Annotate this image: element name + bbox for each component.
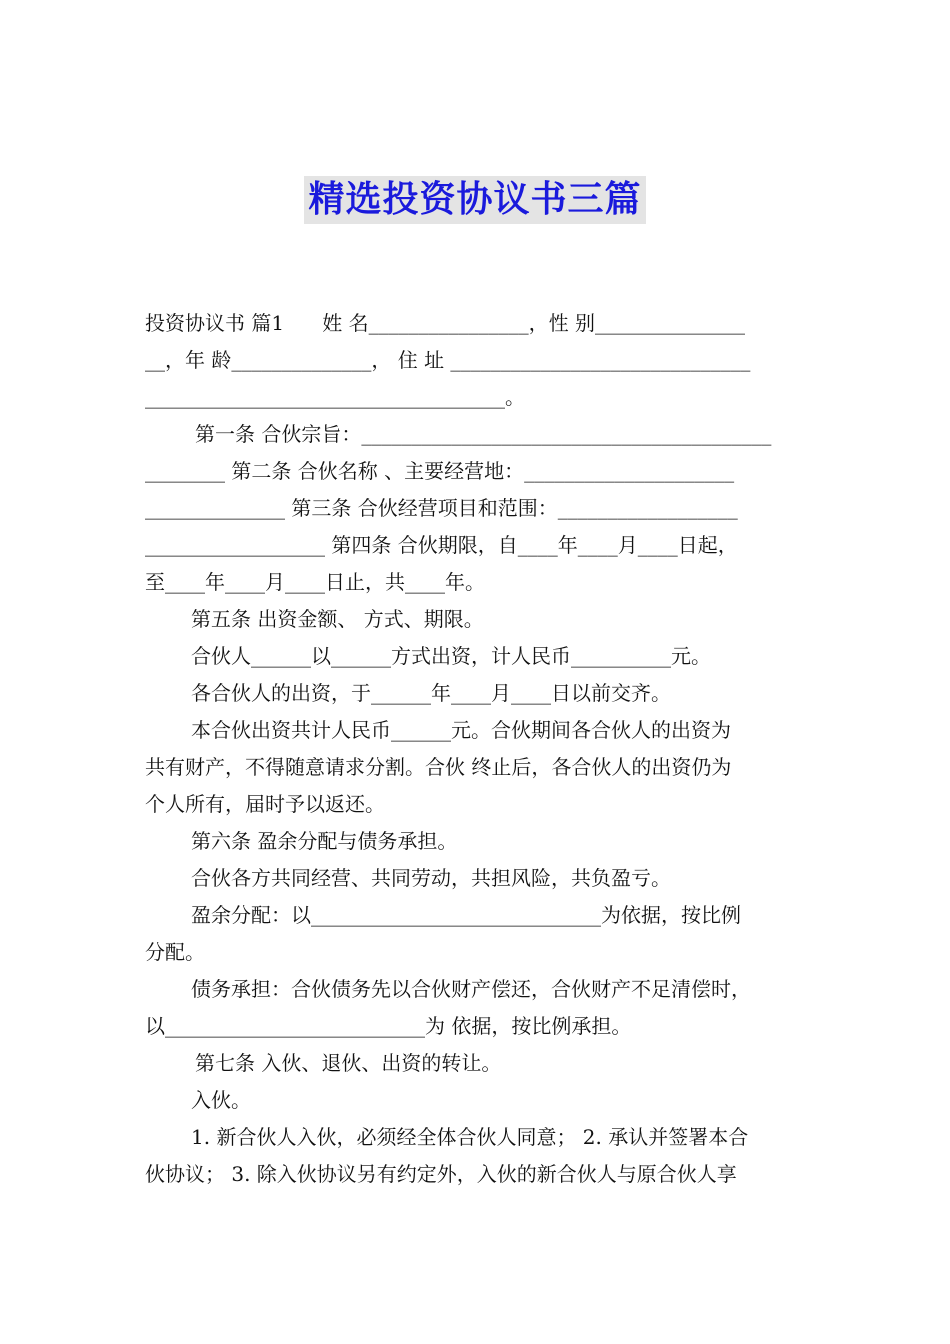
text-line: 第一条 合伙宗旨：_________________________________________ bbox=[195, 422, 772, 446]
text-line: 至____年____月____日止，共____年。 bbox=[145, 570, 485, 594]
text-line: ______________ 第三条 合伙经营项目和范围：__________________ bbox=[145, 496, 738, 520]
text-line: 本合伙出资共计人民币______元。合伙期间各合伙人的出资为 bbox=[191, 718, 731, 742]
text-line: 第七条 入伙、退伙、出资的转让。 bbox=[195, 1051, 502, 1075]
text-line: 伙协议； 3. 除入伙协议另有约定外，入伙的新合伙人与原合伙人享 bbox=[145, 1162, 737, 1186]
text-line: 个人所有，届时予以返还。 bbox=[145, 792, 385, 816]
text-line: 各合伙人的出资，于______年____月____日以前交齐。 bbox=[191, 681, 671, 705]
document-title: 精选投资协议书三篇 bbox=[304, 176, 645, 224]
text-line: 合伙人______以______方式出资，计人民币__________元。 bbox=[191, 644, 711, 668]
text-line: ____________________________________。 bbox=[145, 385, 525, 409]
text-line: 1. 新合伙人入伙，必须经全体合伙人同意； 2. 承认并签署本合 bbox=[191, 1125, 749, 1149]
text-line: 盈余分配：以_____________________________为依据，按比例 bbox=[191, 903, 741, 927]
text-line: 债务承担：合伙债务先以合伙财产偿还，合伙财产不足清偿时， bbox=[191, 977, 751, 1001]
document-body bbox=[145, 305, 807, 1193]
text-line: 合伙各方共同经营、共同劳动，共担风险，共负盈亏。 bbox=[191, 866, 671, 890]
text-line: ________ 第二条 合伙名称 、主要经营地：_____________________ bbox=[145, 459, 735, 483]
text-line: __，年 龄______________， 住 址 ______________________________ bbox=[145, 348, 751, 372]
text-line: 第五条 出资金额、 方式、期限。 bbox=[191, 607, 484, 631]
text-line: 共有财产，不得随意请求分割。合伙 终止后，各合伙人的出资仍为 bbox=[145, 755, 732, 779]
text-line: __________________ 第四条 合伙期限，自____年____月____日起， bbox=[145, 533, 738, 557]
text-line: 第六条 盈余分配与债务承担。 bbox=[191, 829, 458, 853]
title-container bbox=[0, 176, 950, 224]
text-line: 投资协议书 篇1 姓 名________________，性 别_______________ bbox=[145, 311, 745, 335]
text-line: 以__________________________为 依据，按比例承担。 bbox=[145, 1014, 632, 1038]
text-line: 分配。 bbox=[145, 940, 205, 964]
text-line: 入伙。 bbox=[191, 1088, 251, 1112]
